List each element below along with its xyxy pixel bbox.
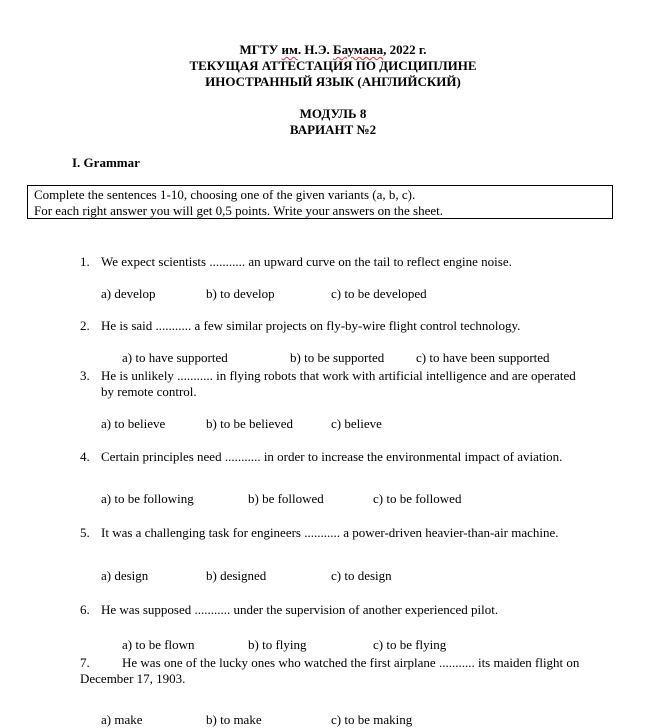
option-b: b) to be believed (206, 416, 293, 431)
question-number: 2. (80, 318, 90, 333)
option-a: a) to be flown (122, 637, 195, 652)
option-b: b) designed (206, 568, 267, 583)
instructions-line-2: For each right answer you will get 0,5 points. Write your answers on the sheet. (34, 202, 444, 218)
option-b: b) to make (206, 712, 262, 727)
option-a: a) develop (101, 286, 156, 301)
section-title: I. Grammar (72, 155, 140, 170)
option-c: c) to have been supported (416, 350, 550, 365)
question-text: We expect scientists ........... an upward curve on the tail to reflect engine noise. (101, 254, 512, 269)
option-c: c) believe (331, 416, 382, 431)
header-word-baumana: Баумана (333, 42, 384, 57)
question-text-continued: by remote control. (101, 384, 197, 399)
variant-title: ВАРИАНТ №2 (289, 122, 377, 137)
option-c: c) to design (331, 568, 392, 583)
option-a: a) to be following (101, 491, 194, 506)
option-c: c) to be developed (331, 286, 427, 301)
option-a: a) to have supported (122, 350, 228, 365)
instructions-line-1: Complete the sentences 1-10, choosing one of the given variants (a, b, c). (34, 187, 416, 202)
option-b: b) to flying (248, 637, 307, 652)
option-c: c) to be followed (373, 491, 462, 506)
question-text: He was one of the lucky ones who watched the first airplane ........... its maiden flight on (122, 655, 580, 670)
header-line-1: МГТУ им. Н.Э. Баумана, 2022 г. (239, 42, 427, 57)
question-number: 1. (80, 254, 90, 269)
question-text: It was a challenging task for engineers ........... a power-driven heavier-than-air machine. (101, 525, 559, 540)
module-title: МОДУЛЬ 8 (299, 106, 367, 121)
question-text: He is said ........... a few similar projects on fly-by-wire flight control technology. (101, 318, 521, 333)
question-number: 3. (80, 368, 90, 383)
instructions-box (27, 185, 613, 219)
option-a: a) make (101, 712, 143, 727)
question-number: 4. (80, 449, 90, 464)
option-b: b) to develop (206, 286, 275, 301)
header-line-2: ТЕКУЩАЯ АТТЕСТАЦИЯ ПО ДИСЦИПЛИНЕ (189, 58, 477, 73)
question-number: 5. (80, 525, 90, 540)
question-text: He was supposed ........... under the supervision of another experienced pilot. (101, 602, 499, 617)
option-a: a) to believe (101, 416, 166, 431)
option-c: c) to be flying (373, 637, 447, 652)
header-line-3: ИНОСТРАННЫЙ ЯЗЫК (АНГЛИЙСКИЙ) (205, 74, 461, 89)
option-a: a) design (101, 568, 149, 583)
header-word-im: им (281, 42, 298, 57)
question-number: 7. (80, 655, 90, 670)
question-text-continued: December 17, 1903. (80, 671, 186, 686)
question-text: He is unlikely ........... in flying robots that work with artificial intelligence and are operated (101, 368, 576, 383)
question-number: 6. (80, 602, 90, 617)
option-b: b) to be supported (290, 350, 385, 365)
option-b: b) be followed (248, 491, 324, 506)
option-c: c) to be making (331, 712, 413, 727)
question-text: Certain principles need ........... in order to increase the environmental impact of aviation. (101, 449, 563, 464)
